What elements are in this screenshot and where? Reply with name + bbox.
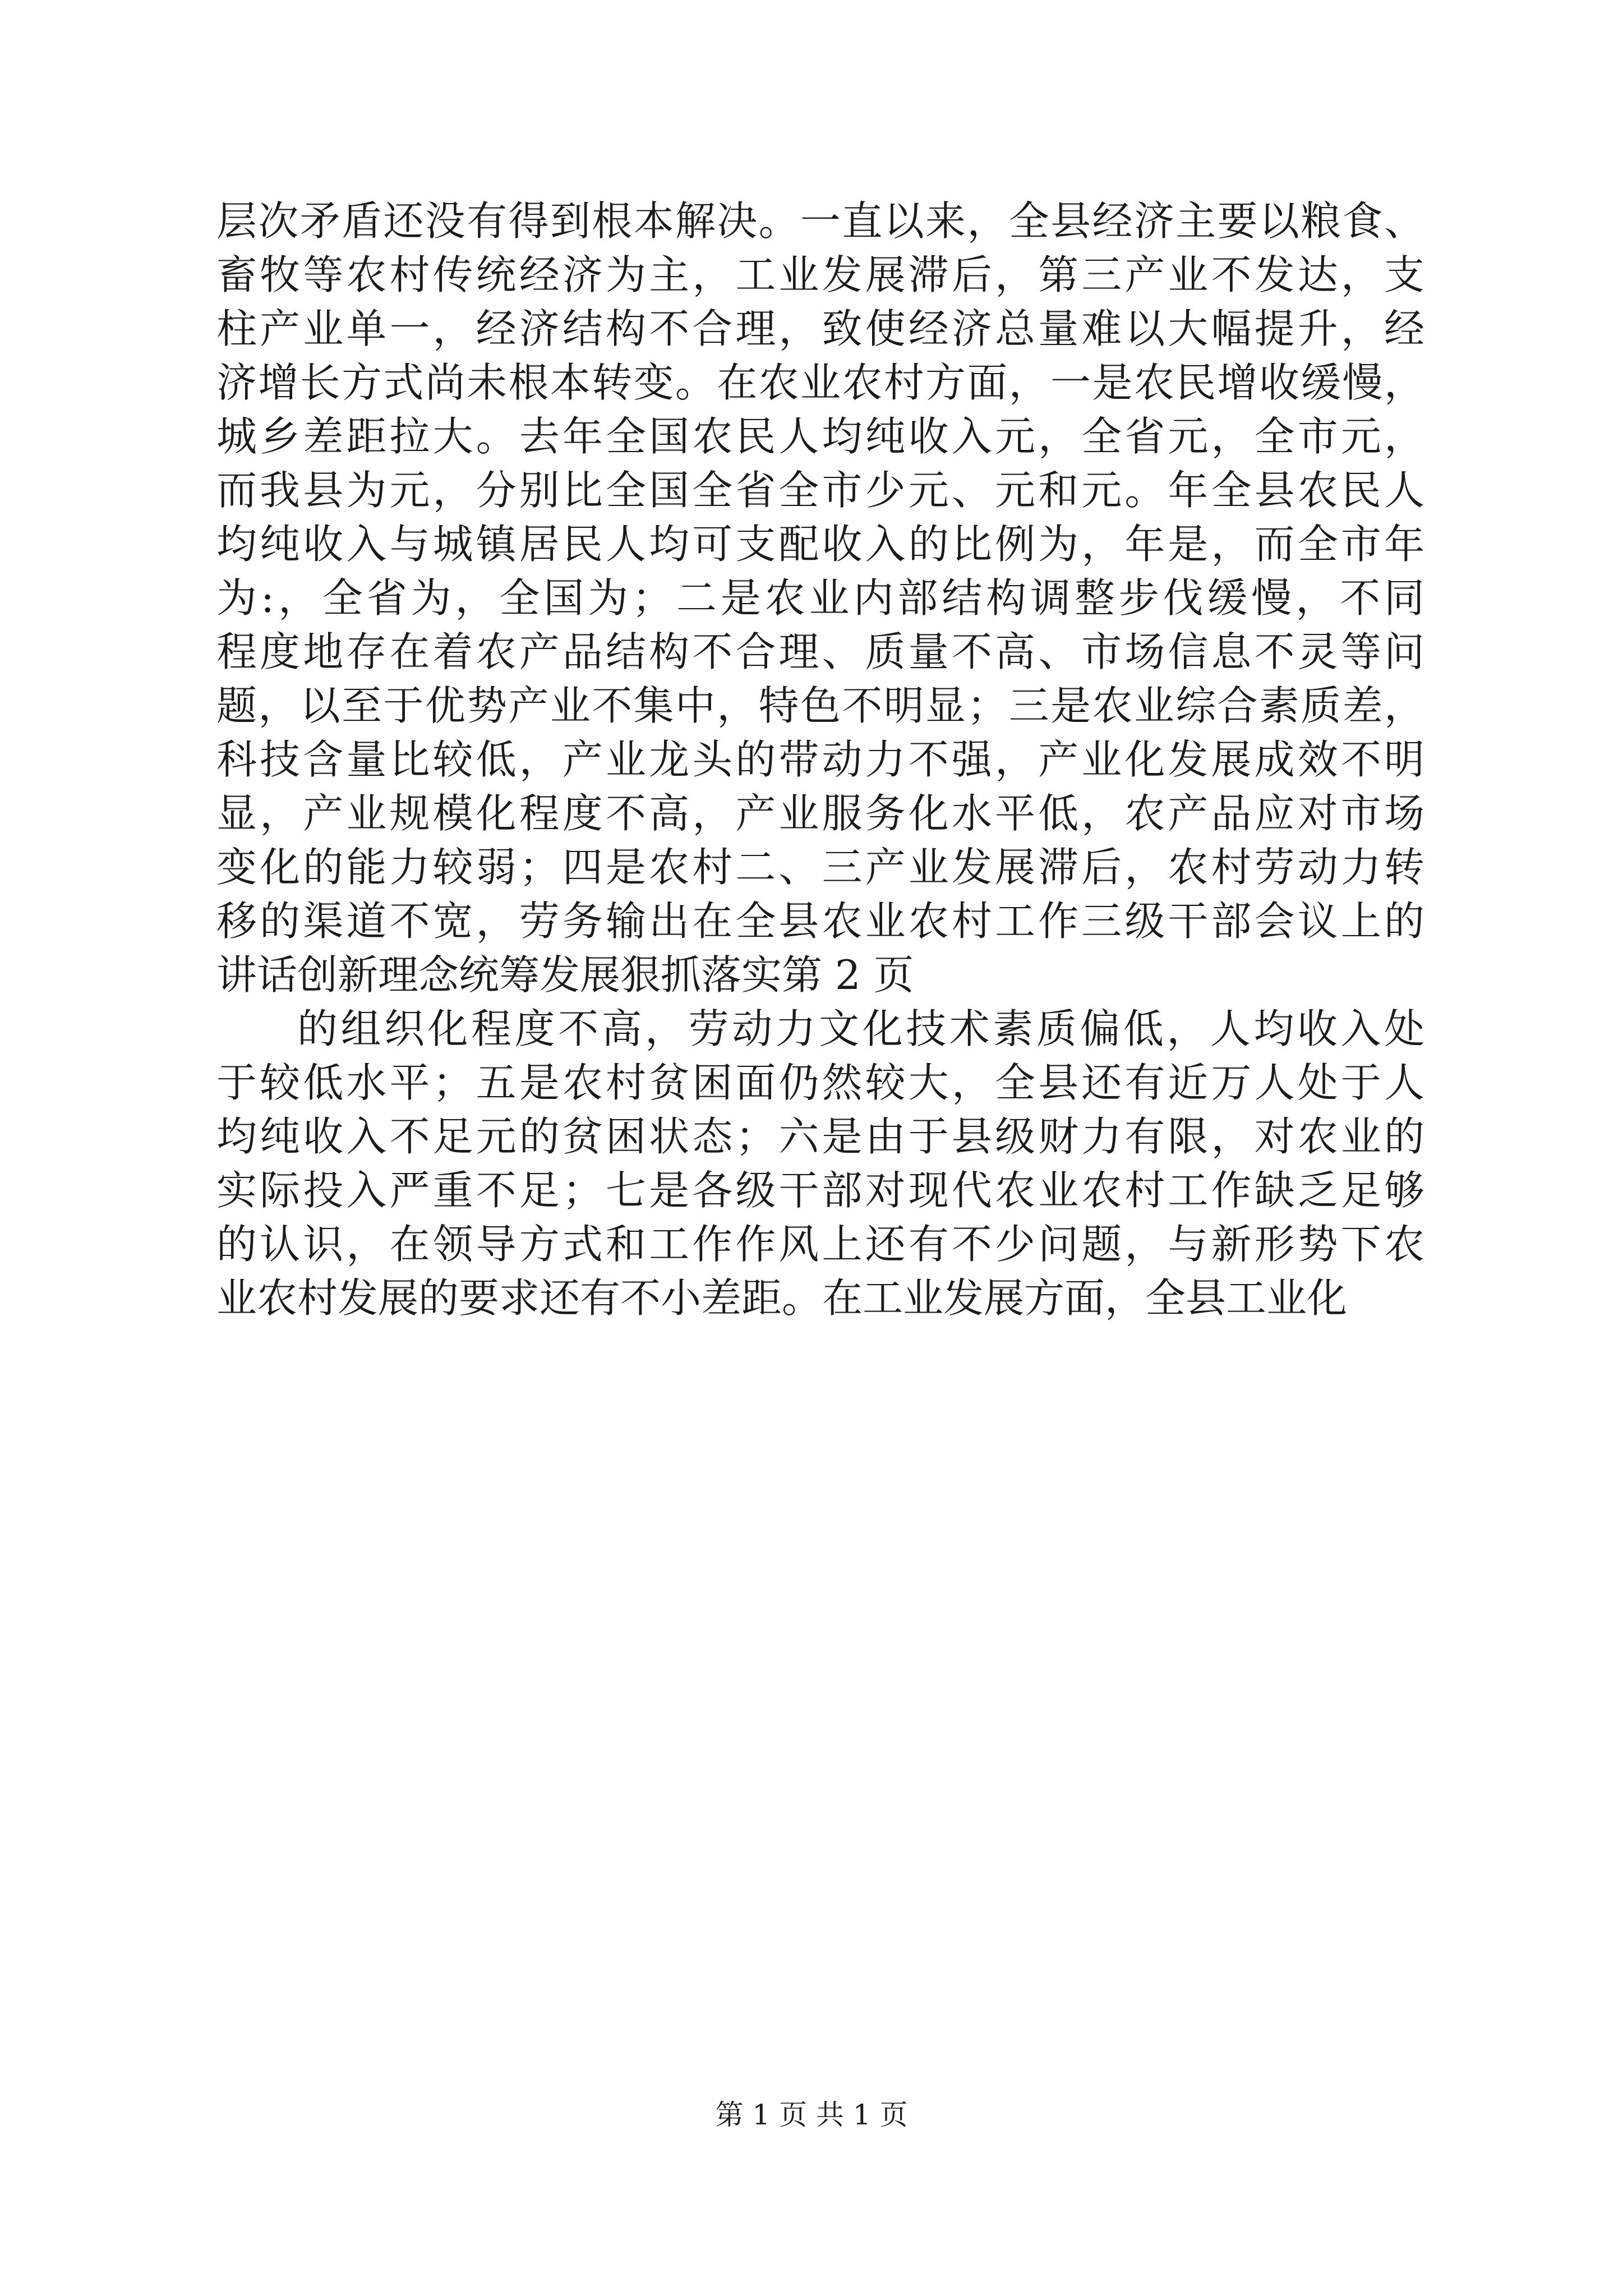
text-line: 题，以至于优势产业不集中，特色不明显；三是农业综合素质差，	[216, 682, 1424, 729]
document-body	[216, 194, 1424, 1325]
text-line: 均纯收入与城镇居民人均可支配收入的比例为，年是，而全市年	[216, 521, 1424, 568]
text-line: 畜牧等农村传统经济为主，工业发展滞后，第三产业不发达，支	[216, 251, 1424, 298]
text-line: 济增长方式尚未根本转变。在农业农村方面，一是农民增收缓慢，	[216, 359, 1424, 406]
text-line: 变化的能力较弱；四是农村二、三产业发展滞后，农村劳动力转	[216, 844, 1424, 891]
text-line: 城乡差距拉大。去年全国农民人均纯收入元，全省元，全市元，	[216, 413, 1424, 460]
text-line: 科技含量比较低，产业龙头的带动力不强，产业化发展成效不明	[216, 736, 1424, 783]
text-line: 的认识，在领导方式和工作作风上还有不少问题，与新形势下农	[216, 1221, 1424, 1268]
text-line: 的组织化程度不高，劳动力文化技术素质偏低，人均收入处	[297, 1005, 1424, 1052]
text-line: 为:，全省为，全国为；二是农业内部结构调整步伐缓慢，不同	[216, 574, 1424, 622]
page-footer: 第 1 页 共 1 页	[715, 2099, 908, 2131]
text-line: 显，产业规模化程度不高，产业服务化水平低，农产品应对市场	[216, 790, 1424, 837]
text-line: 层次矛盾还没有得到根本解决。一直以来，全县经济主要以粮食、	[216, 197, 1424, 245]
text-line: 均纯收入不足元的贫困状态；六是由于县级财力有限，对农业的	[216, 1113, 1424, 1160]
text-line: 讲话创新理念统筹发展狠抓落实第 2 页	[216, 951, 914, 999]
text-line: 实际投入严重不足；七是各级干部对现代农业农村工作缺乏足够	[216, 1167, 1424, 1214]
text-line: 程度地存在着农产品结构不合理、质量不高、市场信息不灵等问	[216, 628, 1424, 675]
text-line: 于较低水平；五是农村贫困面仍然较大，全县还有近万人处于人	[216, 1059, 1424, 1106]
text-line: 而我县为元，分别比全国全省全市少元、元和元。年全县农民人	[216, 467, 1424, 514]
text-line: 业农村发展的要求还有不小差距。在工业发展方面，全县工业化	[216, 1274, 1348, 1322]
text-line: 移的渠道不宽，劳务输出在全县农业农村工作三级干部会议上的	[216, 898, 1424, 945]
text-line: 柱产业单一，经济结构不合理，致使经济总量难以大幅提升，经	[216, 305, 1424, 352]
